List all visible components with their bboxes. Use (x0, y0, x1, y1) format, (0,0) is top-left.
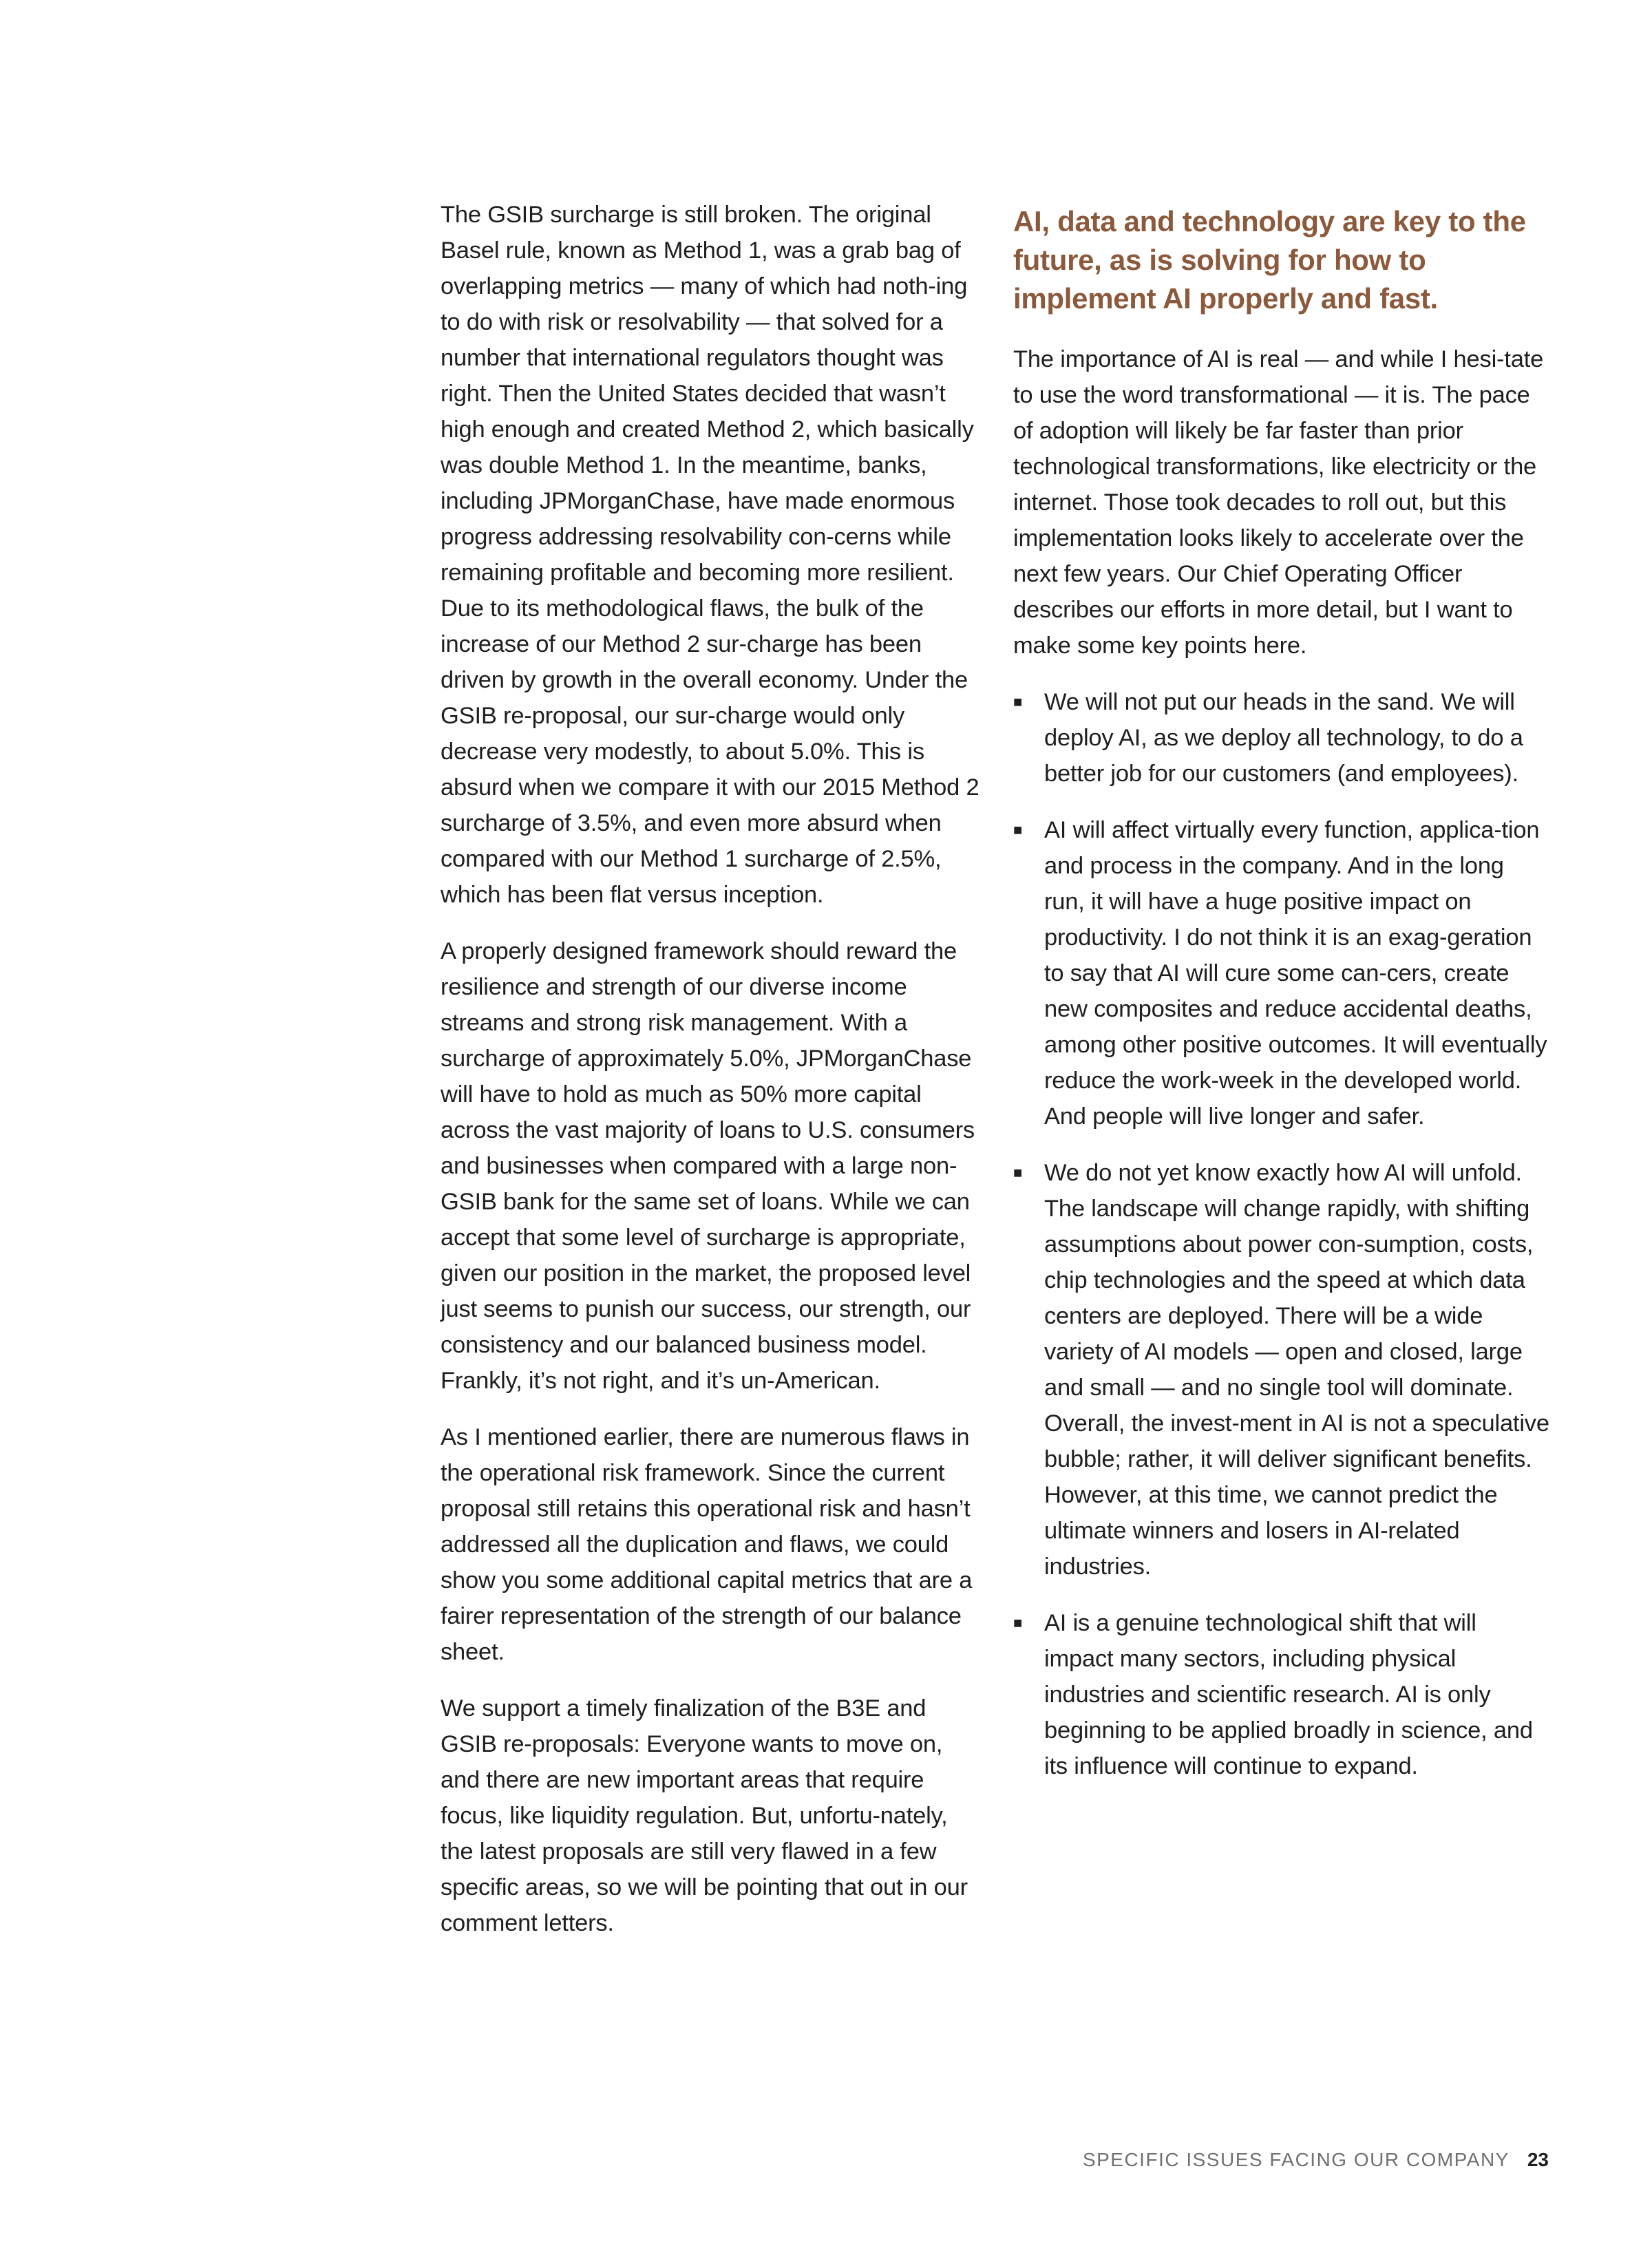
left-column (441, 197, 984, 1962)
paragraph-gsib-surcharge: The GSIB surcharge is still broken. The original Basel rule, known as Method 1, was a grab bag of overlapping metrics — many of which had noth-ing to do with risk or resolvability — that solved for a number that international regulators thought was right. Then the United States decided that wasn’t high enough and created Method 2, which basically was double Method 1. In the meantime, banks, including JPMorganChase, have made enormous progress addressing resolvability con-cerns while remaining profitable and becoming more resilient. Due to its methodological flaws, the bulk of the increase of our Method 2 sur-charge has been driven by growth in the overall economy. Under the GSIB re-proposal, our sur-charge would only decrease very modestly, to about 5.0%. This is absurd when we compare it with our 2015 Method 2 surcharge of 3.5%, and even more absurd when compared with our Method 1 surcharge of 2.5%, which has been flat versus inception. (441, 202, 979, 908)
bullet-text: AI will affect virtually every function, applica-tion and process in the company. And in the long run, it will have a huge positive impact on productivity. I do not think it is an exag-geration to say that AI will cure some can-cers, create new composites and reduce accidental deaths, among other positive outcomes. It will eventually reduce the work-week in the developed world. And people will live longer and safer. (1044, 817, 1547, 1130)
bullet-item (1013, 1155, 1550, 1585)
bullet-item (1013, 684, 1550, 792)
square-bullet-icon: ■ (1013, 821, 1023, 838)
page-footer (1083, 2146, 1549, 2174)
footer-section-title: SPECIFIC ISSUES FACING OUR COMPANY (1082, 2149, 1510, 2170)
section-heading: AI, data and technology are key to the future, as is solving for how to implement AI properly and fast. (1013, 205, 1526, 315)
paragraph-operational-risk: As I mentioned earlier, there are numerous flaws in the operational risk framework. Since the current proposal still retains this operational risk and hasn’t addressed all the duplication and flaws, we could show you some additional capital metrics that are a fairer representation of the strength of our balance sheet. (441, 1424, 973, 1665)
square-bullet-icon: ■ (1013, 1614, 1023, 1631)
bullet-text: We will not put our heads in the sand. We will deploy AI, as we deploy all technology, to do a better job for our customers (and employees). (1044, 689, 1523, 787)
bullet-item (1013, 1605, 1550, 1784)
paragraph-framework: A properly designed framework should reward the resilience and strength of our diverse income streams and strong risk management. With a surcharge of approximately 5.0%, JPMorganChase will have to hold as much as 50% more capital across the vast majority of loans to U.S. consumers and businesses when compared with a large non-GSIB bank for the same set of loans. While we can accept that some level of surcharge is appropriate, given our position in the market, the proposed level just seems to punish our success, our strength, our consistency and our balanced business model. Frankly, it’s not right, and it’s un-American. (441, 938, 975, 1394)
square-bullet-icon: ■ (1013, 1164, 1023, 1181)
bullet-list (1013, 684, 1550, 1784)
page-number: 23 (1527, 2149, 1549, 2170)
bullet-text: We do not yet know exactly how AI will unfold. The landscape will change rapidly, with shifting assumptions about power con-sumption, costs, chip technologies and the speed at which data centers are deployed. There will be a wide variety of AI models — open and closed, large and small — and no single tool will dominate. Overall, the invest-ment in AI is not a speculative bubble; rather, it will deliver significant benefits. However, at this time, we cannot predict the ultimate winners and losers in AI-related industries. (1044, 1160, 1549, 1580)
bullet-item (1013, 812, 1550, 1134)
square-bullet-icon: ■ (1013, 693, 1023, 710)
paragraph-ai-intro: The importance of AI is real — and while I hesi-tate to use the word transformational — it is. The pace of adoption will likely be far faster than prior technological transformations, like electricity or the internet. Those took decades to roll out, but this implementation looks likely to accelerate over the next few years. Our Chief Operating Officer describes our efforts in more detail, but I want to make some key points here. (1013, 346, 1544, 659)
right-column (1013, 197, 1550, 1805)
paragraph-finalization: We support a timely finalization of the B3E and GSIB re-proposals: Everyone wants to move on, and there are new important areas that require focus, like liquidity regulation. But, unfortu-nately, the latest proposals are still very flawed in a few specific areas, so we will be pointing that out in our comment letters. (441, 1695, 968, 1936)
bullet-text: AI is a genuine technological shift that will impact many sectors, including physical industries and scientific research. AI is only beginning to be applied broadly in science, and its influence will continue to expand. (1044, 1610, 1533, 1779)
